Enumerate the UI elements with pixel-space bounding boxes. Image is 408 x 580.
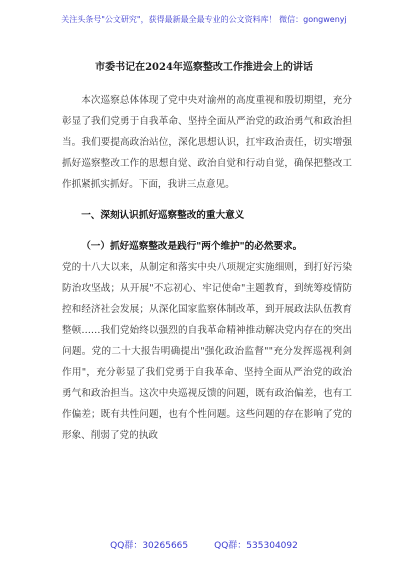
- footer-contacts: [0, 538, 408, 551]
- qq-group-2: QQ群：535304092: [214, 541, 298, 551]
- document-body: [62, 90, 352, 446]
- section-heading: 一、深刻认识抓好巡察整改的重大意义: [81, 210, 245, 221]
- document-title: 市委书记在2024年巡察整改工作推进会上的讲话: [95, 62, 313, 73]
- header-note: 关注头条号"公文研究"，获得最新最全最专业的公文资料库！ 微信：gongwenyj: [61, 15, 347, 24]
- subsection-heading: （一）抓好巡察整改是践行"两个维护"的必然要求。: [81, 241, 303, 252]
- intro-paragraph: 本次巡察总体体现了党中央对渝州的高度重视和殷切期望，充分彰显了我们党勇于自我革命、坚持全面从严治党的政治勇气和政治担当。我们要提高政治站位，深化思想认识，扛牢政治责任，切实增强抓好巡察整改工作的思想自觉、政治自觉和行动自觉，确保把整改工作抓紧抓实抓好。下面，我讲三点意见。: [62, 95, 352, 190]
- subsection-paragraph: 党的十八大以来，从制定和落实中央八项规定实施细则，到打好污染防治攻坚战；从开展"不忘初心、牢记使命"主题教育，到统筹疫情防控和经济社会发展；从深化国家监察体制改革，到开展政法队伍教育整顿……我们党始终以强烈的自我革命精神推动解决党内存在的突出问题。党的二十大报告明确提出"强化政治监督""充分发挥巡视利剑作用"，充分彰显了我们党勇于自我革命、坚持全面从严治党的政治勇气和政治担当。这次中央巡视反馈的问题，既有政治偏差，也有工作偏差；既有共性问题，也有个性问题。这些问题的存在影响了党的形象、削弱了党的执政: [62, 262, 352, 441]
- qq-group-1: QQ群：30265665: [110, 541, 189, 551]
